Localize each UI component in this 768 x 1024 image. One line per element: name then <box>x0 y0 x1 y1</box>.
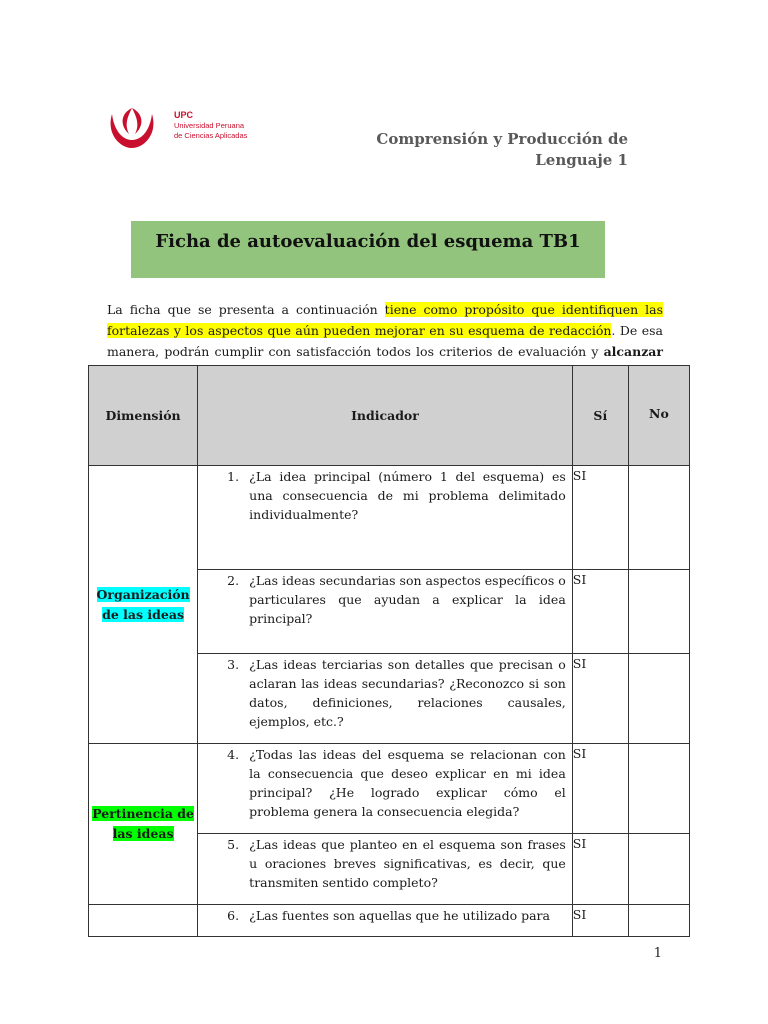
indicator-number: 5. <box>227 837 240 852</box>
indicator-text: ¿Las ideas que planteo en el esquema son frases u oraciones breves significativas, es decir, que transmiten sentido completo? <box>249 837 566 890</box>
indicator-text: ¿Las ideas terciarias son detalles que precisan o aclaran las ideas secundarias? ¿Reconozco si son datos, definiciones, relaciones causales, ejemplos, etc.? <box>249 657 566 729</box>
dimension-organizacion <box>89 466 198 744</box>
no-cell[interactable] <box>628 466 689 570</box>
indicator-cell <box>198 744 573 834</box>
indicator-cell <box>198 466 573 570</box>
header-dimension: Dimensión <box>89 366 198 466</box>
yes-cell[interactable]: SI <box>572 744 628 834</box>
intro-highlight: tiene como propósito que identifiquen las fortalezas y los aspectos que aún pueden mejorar en su esquema de redacción <box>107 302 663 338</box>
dimension-cell-empty <box>89 905 198 937</box>
page-number: 1 <box>653 946 662 961</box>
upc-emblem-icon <box>106 104 158 150</box>
course-title <box>376 129 628 171</box>
no-cell[interactable] <box>628 744 689 834</box>
course-title-line-2: Lenguaje 1 <box>535 151 628 169</box>
indicator-cell <box>198 654 573 744</box>
no-cell[interactable] <box>628 905 689 937</box>
evaluation-table <box>88 365 690 937</box>
indicator-number: 4. <box>227 747 240 762</box>
dimension-label: Pertinencia de las ideas <box>92 806 194 841</box>
indicator-cell <box>198 905 573 937</box>
logo-text <box>174 110 247 141</box>
yes-cell[interactable]: SI <box>572 570 628 654</box>
table-row <box>89 744 690 834</box>
yes-cell[interactable]: SI <box>572 905 628 937</box>
dimension-pertinencia <box>89 744 198 905</box>
intro-bold: alcanzar <box>603 344 663 359</box>
indicator-text: ¿La idea principal (número 1 del esquema) es una consecuencia de mi problema delimitado individualmente? <box>249 469 566 522</box>
no-cell[interactable] <box>628 570 689 654</box>
indicator-cell <box>198 570 573 654</box>
intro-text-1: La ficha que se presenta a continuación <box>107 302 385 317</box>
title-banner <box>131 221 605 278</box>
logo-brand: UPC <box>174 110 194 120</box>
yes-cell[interactable]: SI <box>572 654 628 744</box>
header-indicator: Indicador <box>198 366 573 466</box>
yes-cell[interactable]: SI <box>572 466 628 570</box>
indicator-text: ¿Las fuentes son aquellas que he utilizado para <box>249 908 550 923</box>
upc-logo <box>106 104 266 154</box>
no-cell[interactable] <box>628 654 689 744</box>
indicator-number: 6. <box>227 908 240 923</box>
indicator-number: 1. <box>227 469 240 484</box>
table-header-row <box>89 366 690 466</box>
indicator-cell <box>198 834 573 905</box>
page-title: Ficha de autoevaluación del esquema TB1 <box>155 231 581 252</box>
table-row <box>89 905 690 937</box>
dimension-label: Organización de las ideas <box>96 586 190 622</box>
logo-line-1: Universidad Peruana <box>174 121 245 130</box>
indicator-text: ¿Las ideas secundarias son aspectos específicos o particulares que ayudan a explicar la idea principal? <box>249 573 566 626</box>
header-no: No <box>628 366 689 466</box>
intro-text-2: . De esa manera, podrán cumplir con satisfacción todos los criterios de evaluación y <box>107 323 663 359</box>
yes-cell[interactable]: SI <box>572 834 628 905</box>
header-yes: Sí <box>572 366 628 466</box>
no-cell[interactable] <box>628 834 689 905</box>
table-row <box>89 466 690 570</box>
indicator-number: 3. <box>227 657 240 672</box>
logo-line-2: de Ciencias Aplicadas <box>174 131 248 140</box>
indicator-number: 2. <box>227 573 240 588</box>
indicator-text: ¿Todas las ideas del esquema se relacionan con la consecuencia que deseo explicar en mi idea principal? ¿He logrado explicar cómo el problema genera la consecuencia elegida? <box>249 747 566 819</box>
course-title-line-1: Comprensión y Producción de <box>376 130 628 148</box>
